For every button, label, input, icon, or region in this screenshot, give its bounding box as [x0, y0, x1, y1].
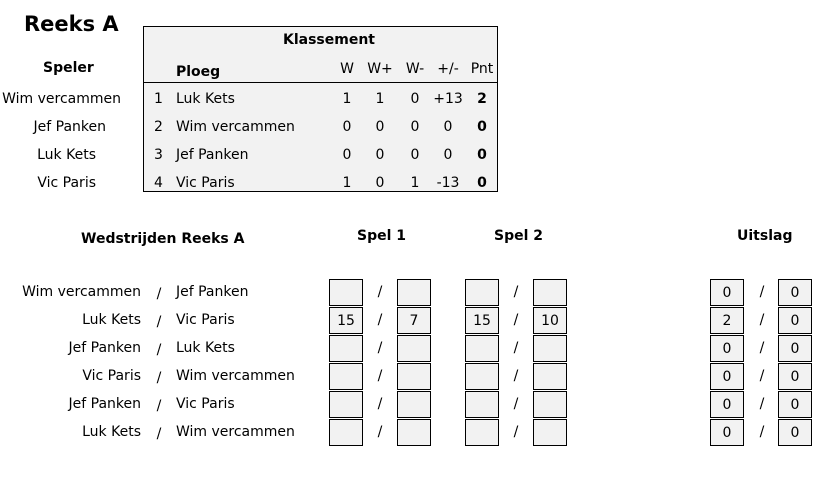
wminus-value: 0	[410, 119, 420, 135]
separator: /	[513, 284, 519, 300]
game2-home-score[interactable]: 15	[465, 307, 499, 334]
separator: /	[156, 426, 162, 442]
separator: /	[759, 368, 765, 384]
result-home: 0	[710, 363, 744, 390]
separator: /	[156, 286, 162, 302]
matches-header: Wedstrijden Reeks A	[81, 231, 245, 247]
col-pnt-header: Pnt	[470, 61, 494, 77]
w-value: 0	[342, 147, 352, 163]
game1-home-score[interactable]	[329, 419, 363, 446]
team-name: Luk Kets	[176, 91, 235, 107]
standings-divider	[143, 82, 498, 83]
player-name: Jef Panken	[33, 119, 106, 135]
result-home: 2	[710, 307, 744, 334]
result-header: Uitslag	[737, 228, 793, 244]
game1-home-score[interactable]: 15	[329, 307, 363, 334]
away-player: Vic Paris	[176, 312, 235, 328]
pnt-value: 2	[477, 91, 487, 107]
game2-away-score[interactable]	[533, 279, 567, 306]
separator: /	[759, 424, 765, 440]
col-wminus-header: W-	[405, 61, 425, 77]
game2-home-score[interactable]	[465, 335, 499, 362]
wplus-value: 0	[375, 119, 385, 135]
wplus-value: 0	[375, 147, 385, 163]
wminus-value: 0	[410, 91, 420, 107]
diff-value: +13	[433, 91, 463, 107]
w-value: 0	[342, 119, 352, 135]
pnt-value: 0	[477, 175, 487, 191]
rank: 3	[154, 147, 163, 163]
diff-value: 0	[443, 147, 453, 163]
game2-home-score[interactable]	[465, 279, 499, 306]
home-player: Vic Paris	[82, 368, 141, 384]
separator: /	[513, 396, 519, 412]
result-home: 0	[710, 391, 744, 418]
separator: /	[156, 314, 162, 330]
w-value: 1	[342, 91, 352, 107]
away-player: Luk Kets	[176, 340, 235, 356]
team-name: Wim vercammen	[176, 119, 295, 135]
col-team-header: Ploeg	[176, 64, 221, 80]
away-player: Wim vercammen	[176, 368, 295, 384]
rank: 4	[154, 175, 163, 191]
result-home: 0	[710, 419, 744, 446]
separator: /	[513, 424, 519, 440]
rank: 2	[154, 119, 163, 135]
result-home: 0	[710, 279, 744, 306]
col-wplus-header: W+	[367, 61, 393, 77]
diff-value: -13	[436, 175, 460, 191]
rank: 1	[154, 91, 163, 107]
wplus-value: 0	[375, 175, 385, 191]
diff-value: 0	[443, 119, 453, 135]
game1-home-score[interactable]	[329, 363, 363, 390]
player-name: Luk Kets	[37, 147, 96, 163]
game2-home-score[interactable]	[465, 419, 499, 446]
team-name: Jef Panken	[176, 147, 249, 163]
separator: /	[156, 370, 162, 386]
page-title: Reeks A	[24, 12, 119, 36]
result-away: 0	[778, 419, 812, 446]
pnt-value: 0	[477, 147, 487, 163]
separator: /	[513, 312, 519, 328]
game1-away-score[interactable]	[397, 391, 431, 418]
separator: /	[759, 284, 765, 300]
w-value: 1	[342, 175, 352, 191]
game1-away-score[interactable]	[397, 335, 431, 362]
game1-home-score[interactable]	[329, 335, 363, 362]
wminus-value: 1	[410, 175, 420, 191]
home-player: Jef Panken	[68, 340, 141, 356]
game2-away-score[interactable]	[533, 335, 567, 362]
separator: /	[513, 340, 519, 356]
standings-panel	[143, 26, 498, 192]
home-player: Luk Kets	[82, 424, 141, 440]
separator: /	[377, 424, 383, 440]
game1-away-score[interactable]	[397, 419, 431, 446]
game1-home-score[interactable]	[329, 279, 363, 306]
separator: /	[377, 368, 383, 384]
separator: /	[759, 340, 765, 356]
game2-away-score[interactable]	[533, 391, 567, 418]
home-player: Luk Kets	[82, 312, 141, 328]
game1-away-score[interactable]: 7	[397, 307, 431, 334]
separator: /	[156, 342, 162, 358]
separator: /	[377, 284, 383, 300]
away-player: Vic Paris	[176, 396, 235, 412]
game2-home-score[interactable]	[465, 391, 499, 418]
separator: /	[156, 398, 162, 414]
player-name: Vic Paris	[37, 175, 96, 191]
game2-away-score[interactable]: 10	[533, 307, 567, 334]
game2-home-score[interactable]	[465, 363, 499, 390]
result-home: 0	[710, 335, 744, 362]
separator: /	[759, 396, 765, 412]
wminus-value: 0	[410, 147, 420, 163]
away-player: Jef Panken	[176, 284, 249, 300]
separator: /	[513, 368, 519, 384]
game1-header: Spel 1	[357, 228, 407, 244]
result-away: 0	[778, 363, 812, 390]
col-diff-header: +/-	[437, 61, 459, 77]
separator: /	[759, 312, 765, 328]
col-w-header: W	[340, 61, 354, 77]
game1-home-score[interactable]	[329, 391, 363, 418]
standings-title: Klassement	[283, 32, 375, 48]
result-away: 0	[778, 307, 812, 334]
pnt-value: 0	[477, 119, 487, 135]
result-away: 0	[778, 391, 812, 418]
separator: /	[377, 340, 383, 356]
team-name: Vic Paris	[176, 175, 235, 191]
home-player: Jef Panken	[68, 396, 141, 412]
home-player: Wim vercammen	[22, 284, 141, 300]
game1-away-score[interactable]	[397, 279, 431, 306]
result-away: 0	[778, 279, 812, 306]
separator: /	[377, 396, 383, 412]
game1-away-score[interactable]	[397, 363, 431, 390]
wplus-value: 1	[375, 91, 385, 107]
result-away: 0	[778, 335, 812, 362]
game2-away-score[interactable]	[533, 363, 567, 390]
player-name: Wim vercammen	[2, 91, 121, 107]
game2-header: Spel 2	[494, 228, 544, 244]
game2-away-score[interactable]	[533, 419, 567, 446]
separator: /	[377, 312, 383, 328]
away-player: Wim vercammen	[176, 424, 295, 440]
players-header: Speler	[43, 60, 94, 76]
